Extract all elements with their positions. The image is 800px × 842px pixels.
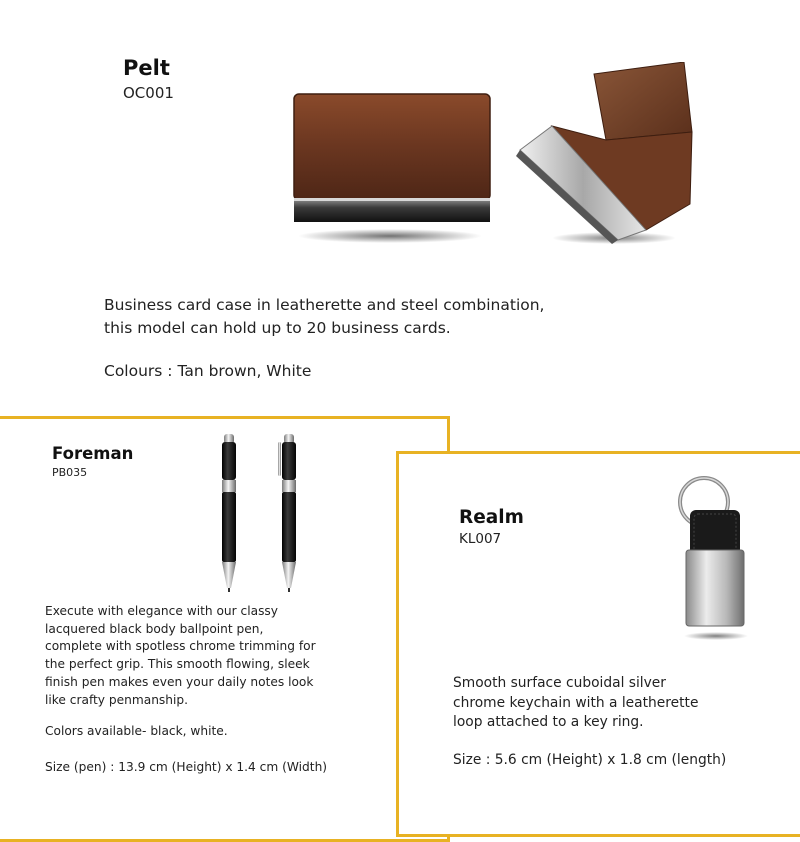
foreman-colors: Colors available- black, white. bbox=[45, 724, 228, 738]
pelt-code: OC001 bbox=[123, 84, 174, 102]
foreman-code: PB035 bbox=[52, 466, 88, 479]
card-case-open-image bbox=[514, 62, 704, 252]
keychain-image bbox=[670, 472, 770, 644]
pelt-description: Business card case in leatherette and steel combination, this model can hold up to 20 business cards. bbox=[104, 296, 545, 337]
foreman-title: Foreman bbox=[52, 444, 134, 463]
realm-code: KL007 bbox=[459, 531, 502, 547]
pelt-title: Pelt bbox=[123, 56, 170, 80]
card-case-closed-image bbox=[290, 90, 500, 250]
foreman-description: Execute with elegance with our classy lacquered black body ballpoint pen, complete with spotless chrome trimming for the perfect grip. This smooth flowing, sleek finish pen makes even your daily notes look like crafty penmanship. bbox=[45, 604, 316, 707]
foreman-size: Size (pen) : 13.9 cm (Height) x 1.4 cm (Width) bbox=[45, 760, 328, 774]
pen-image bbox=[212, 430, 312, 596]
realm-title: Realm bbox=[459, 507, 524, 528]
realm-size: Size : 5.6 cm (Height) x 1.8 cm (length) bbox=[453, 752, 727, 768]
pelt-colours: Colours : Tan brown, White bbox=[104, 362, 312, 380]
realm-description: Smooth surface cuboidal silver chrome keychain with a leatherette loop attached to a key ring. bbox=[453, 675, 699, 730]
